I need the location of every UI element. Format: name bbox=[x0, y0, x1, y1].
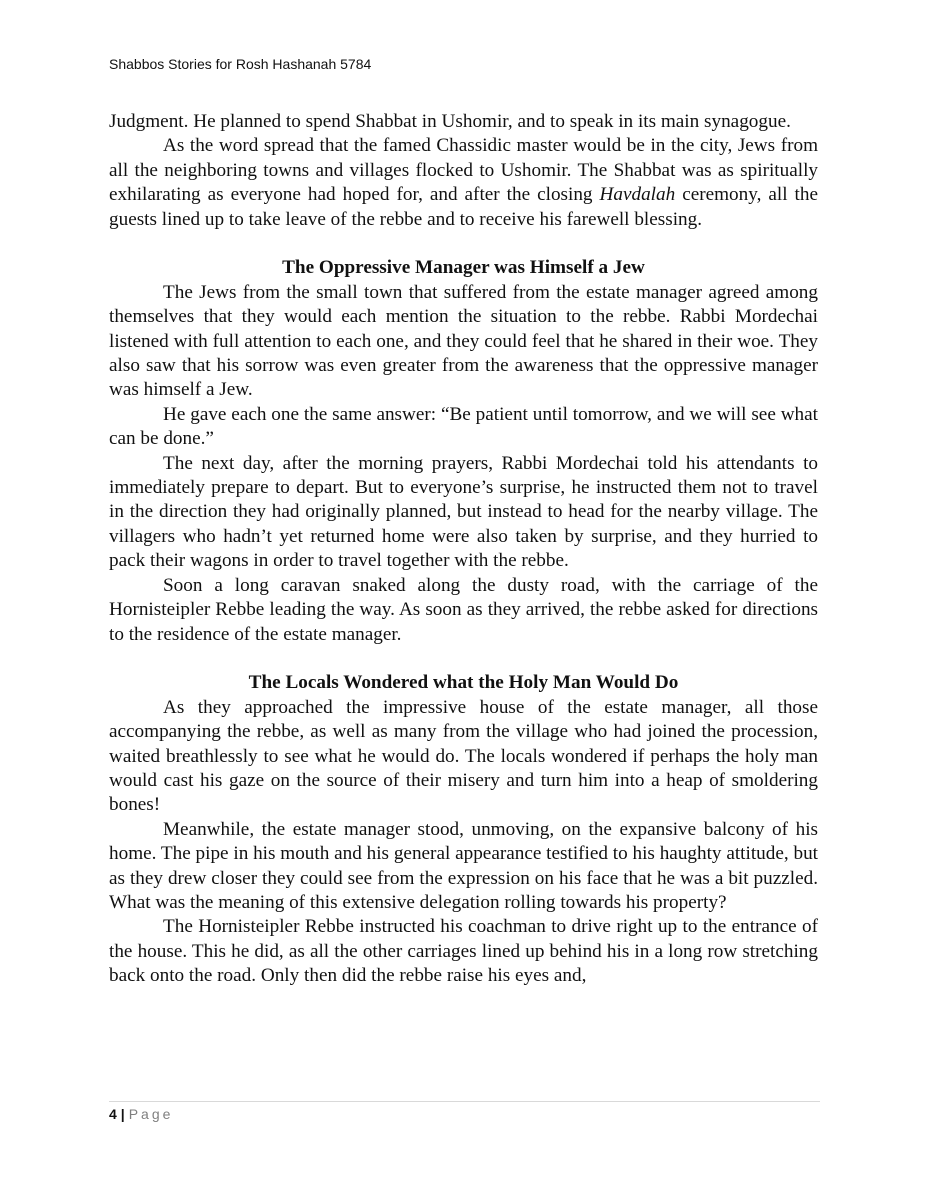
paragraph-be-patient: He gave each one the same answer: “Be patient until tomorrow, and we will see what can be done.” bbox=[109, 403, 818, 450]
page-word: Page bbox=[128, 1106, 174, 1122]
paragraph-long-caravan: Soon a long caravan snaked along the dusty road, with the carriage of the Hornisteipler Rebbe leading the way. As soon as they arrived, the rebbe asked for directions to the residence of the estate manager. bbox=[109, 574, 818, 645]
paragraph-coachman: The Hornisteipler Rebbe instructed his coachman to drive right up to the entrance of the house. This he did, as all the other carriages lined up behind his in a long row stretching back onto the road. Only then did the rebbe raise his eyes and, bbox=[109, 916, 818, 987]
section-heading-locals-wondered: The Locals Wondered what the Holy Man Would Do bbox=[248, 672, 679, 694]
section-heading-oppressive-manager: The Oppressive Manager was Himself a Jew bbox=[282, 257, 645, 279]
paragraph-approached-house: As they approached the impressive house of the estate manager, all those accompanying the rebbe, as well as many from the village who had joined the procession, waited breathlessly to see what he would do. The locals wondered if perhaps the holy man would cast his gaze on the source of their misery and turn him into a heap of smoldering bones! bbox=[109, 696, 818, 816]
italic-term-havdalah: Havdalah bbox=[599, 184, 676, 206]
body-text bbox=[109, 110, 818, 989]
paragraph-havdalah bbox=[109, 134, 818, 232]
paragraph-meanwhile: Meanwhile, the estate manager stood, unmoving, on the expansive balcony of his home. The pipe in his mouth and his general appearance testified to his haughty attitude, but as they drew closer they could see from the expression on his face that he was a bit puzzled. What was the meaning of this extensive delegation rolling towards his property? bbox=[109, 818, 818, 913]
paragraph-jews-from-town: The Jews from the small town that suffered from the estate manager agreed among themselves that they would each mention the situation to the rebbe. Rabbi Mordechai listened with full attention to each one, and they could feel that he shared in their woe. They also saw that his sorrow was even greater from the awareness that the oppressive manager was himself a Jew. bbox=[109, 281, 818, 401]
paragraph-judgment: Judgment. He planned to spend Shabbat in Ushomir, and to speak in its main synagogue. bbox=[109, 111, 791, 132]
footer-separator: | bbox=[120, 1106, 125, 1122]
text-run: ceremony, all the guests lined up to take leave of the rebbe and to receive his farewell blessing. bbox=[109, 184, 818, 230]
paragraph-next-day: The next day, after the morning prayers, Rabbi Mordechai told his attendants to immediately prepare to depart. But to everyone’s surprise, he instructed them not to travel in the direction they had originally planned, but instead to head for the nearby village. The villagers who hadn’t yet returned home were also taken by surprise, and they hurried to pack their wagons in order to travel together with the rebbe. bbox=[109, 452, 818, 572]
text-run: As the word spread that the famed Chassidic master would be in the city, Jews from all the neighboring towns and villages flocked to Ushomir. The Shabbat was as spiritually exhilarating as everyone had hoped for, and after the closing bbox=[109, 135, 818, 206]
running-header: Shabbos Stories for Rosh Hashanah 5784 bbox=[109, 56, 372, 72]
page-footer bbox=[109, 1106, 173, 1122]
footer-divider bbox=[109, 1101, 820, 1102]
page-number: 4 bbox=[109, 1106, 117, 1122]
